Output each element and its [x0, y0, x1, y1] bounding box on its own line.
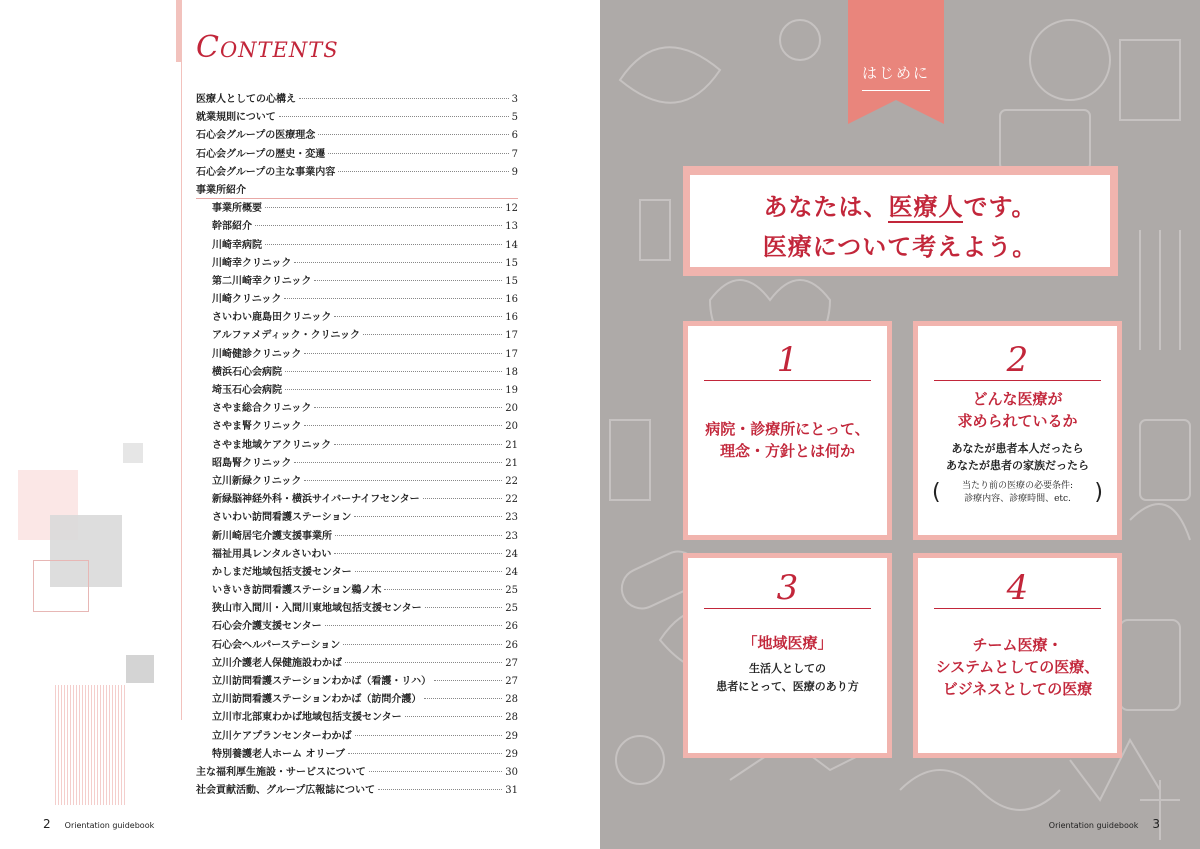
toc-label: 立川介護老人保健施設わかば [212, 657, 342, 669]
toc-label: 新緑脳神経外科・横浜サイバーナイフセンター [212, 494, 420, 506]
toc-label: 特別養護老人ホーム オリーブ [212, 748, 345, 760]
toc-page-number: 28 [505, 694, 518, 706]
toc-page-number: 26 [505, 621, 518, 633]
toc-row[interactable] [196, 381, 518, 399]
toc-label: 主な福利厚生施設・サービスについて [196, 766, 366, 778]
toc-leader [384, 589, 502, 590]
toc-page-number: 27 [505, 657, 518, 669]
toc-label: 立川市北部東わかば地域包括支援センター [212, 712, 402, 724]
toc-row[interactable] [196, 508, 518, 526]
toc-page-number: 21 [505, 439, 518, 451]
toc-label: 石心会介護支援センター [212, 621, 322, 633]
toc-leader [285, 389, 502, 390]
toc-page-number: 3 [511, 94, 518, 105]
toc-label: 福祉用具レンタルさいわい [212, 548, 332, 560]
toc-page-number: 6 [511, 130, 518, 142]
toc-label: 横浜石心会病院 [212, 366, 282, 378]
toc-label: 社会貢献活動、グループ広報誌について [196, 785, 375, 797]
contents-title: Contents [196, 30, 339, 65]
toc-page-number: 13 [505, 221, 518, 233]
toc-label: 埼玉石心会病院 [212, 385, 282, 396]
ribbon-label: はじめに [861, 64, 930, 82]
toc-label: さやま総合クリニック [212, 403, 312, 415]
toc-page-number: 19 [505, 385, 518, 396]
toc-row[interactable] [196, 163, 518, 181]
toc-label: 就業規則について [196, 112, 276, 124]
toc-leader [343, 644, 502, 645]
toc-label: 石心会グループの主な事業内容 [196, 166, 336, 178]
toc-row[interactable] [196, 345, 518, 363]
card-paren-line-2: 診療内容、診療時間、etc. [964, 494, 1071, 504]
toc-label: 立川訪問看護ステーションわかば（看護・リハ） [212, 676, 432, 687]
toc-label: 川崎幸クリニック [212, 257, 292, 269]
page-number: 3 [1152, 817, 1160, 831]
toc-row[interactable] [196, 90, 518, 108]
toc-leader [338, 171, 508, 172]
toc-leader [265, 244, 502, 245]
toc-page-number: 29 [505, 748, 518, 760]
toc-leader [294, 262, 502, 263]
card-paren-block [918, 476, 1117, 512]
toc-leader [354, 516, 502, 517]
card-4 [918, 558, 1117, 753]
toc-label: 第二川崎幸クリニック [212, 275, 312, 287]
toc-row[interactable] [196, 690, 518, 708]
card-sub-line-1: あなたが患者本人だったら [951, 442, 1084, 455]
toc-row[interactable] [196, 617, 518, 635]
toc-label: さいわい訪問看護ステーション [212, 512, 352, 524]
toc-page-number: 15 [505, 275, 518, 287]
toc-leader [355, 571, 503, 572]
toc-row[interactable] [196, 727, 518, 745]
card-sub-line-2: 患者にとって、医療のあり方 [716, 680, 859, 693]
toc-leader [369, 771, 502, 772]
toc-row[interactable] [196, 763, 518, 781]
toc-row[interactable] [196, 126, 518, 144]
decorative-square [33, 560, 89, 612]
toc-label: 新川崎居宅介護支援事業所 [212, 530, 332, 542]
toc-page-number: 27 [505, 676, 518, 687]
toc-row[interactable] [196, 563, 518, 581]
toc-label: 立川新緑クリニック [212, 475, 302, 487]
right-page [600, 0, 1200, 849]
card-title-line-2: システムとしての医療、 [935, 658, 1100, 676]
headline-pre: あなたは、 [763, 192, 889, 221]
toc-label: 医療人としての心構え [196, 94, 296, 105]
card-2 [918, 326, 1117, 535]
toc-page-number: 22 [505, 475, 518, 487]
card-title-line-1: どんな医療が [972, 390, 1063, 408]
toc-label: 石心会グループの歴史・変遷 [196, 148, 326, 160]
toc-leader [304, 480, 502, 481]
folio-right [1049, 817, 1160, 831]
card-number: 3 [776, 568, 799, 608]
toc-row[interactable] [196, 781, 518, 799]
toc-label: 石心会ヘルパーステーション [212, 639, 341, 651]
toc-page-number: 23 [505, 512, 518, 524]
toc-label: 川崎健診クリニック [212, 348, 302, 360]
toc-page-number: 18 [505, 366, 518, 378]
toc-row[interactable] [196, 708, 518, 726]
toc-row[interactable] [196, 672, 518, 690]
toc-label: さやま地域ケアクリニック [212, 439, 332, 451]
toc-leader [304, 353, 502, 354]
toc-label: 川崎クリニック [212, 294, 282, 306]
toc-leader [355, 735, 503, 736]
toc-leader [405, 716, 503, 717]
decorative-stripes [55, 685, 125, 805]
toc-leader [299, 98, 509, 99]
toc-leader [434, 680, 502, 681]
toc-row[interactable] [196, 745, 518, 763]
toc-label: 昭島腎クリニック [212, 457, 292, 469]
toc-label: 石心会グループの医療理念 [196, 130, 316, 142]
toc-row[interactable] [196, 108, 518, 126]
toc-leader [325, 625, 503, 626]
toc-label: アルファメディック・クリニック [212, 330, 360, 342]
headline-line-1 [690, 187, 1110, 222]
toc-page-number: 20 [505, 421, 518, 433]
guide-title: Orientation guidebook [64, 821, 155, 830]
toc-row[interactable] [196, 454, 518, 472]
toc-page-number: 30 [505, 766, 518, 778]
page-number: 2 [43, 817, 51, 831]
toc-row[interactable] [196, 490, 518, 508]
toc-label: 立川ケアプランセンターわかば [212, 730, 352, 742]
toc-row[interactable] [196, 417, 518, 435]
toc-leader [314, 280, 502, 281]
toc-leader [334, 316, 502, 317]
toc-row[interactable] [196, 581, 518, 599]
toc-page-number: 9 [511, 166, 518, 178]
toc-page-number: 28 [505, 712, 518, 724]
toc-label: いきいき訪問看護ステーション鵜ノ木 [212, 585, 382, 597]
card-number: 4 [1006, 568, 1029, 608]
toc-page-number: 23 [505, 530, 518, 542]
toc-page-number: 12 [505, 203, 518, 215]
toc-row[interactable] [196, 527, 518, 545]
ribbon-underline [862, 90, 930, 91]
toc-page-number: 5 [511, 112, 518, 124]
toc-leader [378, 789, 502, 790]
toc-leader [423, 498, 503, 499]
toc-label: 立川訪問看護ステーションわかば（訪問介護） [212, 694, 422, 706]
toc-leader [284, 298, 502, 299]
toc-leader [348, 753, 502, 754]
card-number: 2 [1006, 340, 1029, 380]
card-title-line-1: チーム医療・ [972, 636, 1063, 654]
toc-row[interactable] [196, 654, 518, 672]
toc-leader [328, 153, 508, 154]
toc-leader [285, 371, 502, 372]
toc-row[interactable] [196, 217, 518, 235]
toc-leader [304, 425, 502, 426]
decorative-square [126, 655, 154, 683]
toc-leader [345, 662, 502, 663]
card-title-line-1: 病院・診療所にとって、 [705, 420, 870, 438]
card-sub-line-2: あなたが患者の家族だったら [946, 459, 1089, 472]
decorative-square [123, 443, 143, 463]
toc-page-number: 31 [505, 785, 518, 797]
toc-page-number: 17 [505, 348, 518, 360]
toc-row[interactable] [196, 636, 518, 654]
paren-open: ( [932, 480, 941, 505]
toc-leader [265, 207, 502, 208]
toc-page-number: 17 [505, 330, 518, 342]
card-rule [704, 380, 871, 381]
toc-row[interactable] [196, 199, 518, 217]
toc-page-number: 25 [505, 585, 518, 597]
card-rule [704, 608, 871, 609]
headline-post: です。 [963, 192, 1037, 221]
card-title-line-3: ビジネスとしての医療 [942, 680, 1093, 698]
toc-section-heading: 事業所紹介 [196, 181, 518, 199]
toc-leader [425, 607, 503, 608]
toc-page-number: 7 [511, 148, 518, 160]
toc-row[interactable] [196, 272, 518, 290]
paren-close: ) [1094, 480, 1103, 505]
toc-leader [318, 134, 508, 135]
card-title-line-1: 「地域医療」 [742, 634, 833, 652]
toc-leader [314, 407, 502, 408]
toc-label: 幹部紹介 [212, 221, 252, 233]
toc-row[interactable] [196, 472, 518, 490]
toc-label: さいわい鹿島田クリニック [212, 312, 332, 324]
accent-line [181, 0, 182, 720]
card-1 [688, 326, 887, 535]
toc-leader [334, 553, 502, 554]
toc-leader [334, 444, 502, 445]
toc-row[interactable] [196, 254, 518, 272]
toc-row[interactable] [196, 363, 518, 381]
toc-page-number: 26 [505, 639, 518, 651]
toc-page-number: 21 [505, 457, 518, 469]
toc-page-number: 29 [505, 730, 518, 742]
toc-page-number: 22 [505, 494, 518, 506]
card-sub-line-1: 生活人としての [749, 662, 826, 675]
toc-leader [255, 225, 502, 226]
toc-row[interactable] [196, 236, 518, 254]
toc-leader [335, 535, 502, 536]
toc-row[interactable] [196, 326, 518, 344]
card-paren-line-1: 当たり前の医療の必要条件: [961, 481, 1074, 491]
folio-left [43, 817, 154, 831]
toc-row[interactable] [196, 145, 518, 163]
card-number: 1 [776, 340, 799, 380]
table-of-contents [196, 90, 518, 799]
toc-label: 川崎幸病院 [212, 239, 262, 251]
headline-line-2: 医療について考えよう。 [762, 232, 1038, 261]
card-rule [934, 380, 1101, 381]
toc-page-number: 24 [505, 548, 518, 560]
headline-emphasis: 医療人 [888, 192, 964, 221]
toc-row[interactable] [196, 436, 518, 454]
toc-page-number: 16 [505, 312, 518, 324]
card-title-line-2: 求められているか [957, 412, 1078, 430]
toc-label: 狭山市入間川・入間川東地域包括支援センター [212, 603, 422, 615]
toc-page-number: 16 [505, 294, 518, 306]
toc-label: かしまだ地域包括支援センター [212, 566, 352, 578]
toc-page-number: 15 [505, 257, 518, 269]
toc-page-number: 14 [505, 239, 518, 251]
toc-row[interactable] [196, 399, 518, 417]
toc-leader [363, 334, 502, 335]
card-title-line-2: 理念・方針とは何か [719, 442, 855, 460]
toc-label: さやま腎クリニック [212, 421, 302, 433]
toc-page-number: 24 [505, 566, 518, 578]
toc-leader [294, 462, 502, 463]
toc-row[interactable] [196, 290, 518, 308]
toc-row[interactable] [196, 545, 518, 563]
card-3 [688, 558, 887, 753]
guide-title: Orientation guidebook [1048, 821, 1139, 830]
toc-page-number: 20 [505, 403, 518, 415]
toc-page-number: 25 [505, 603, 518, 615]
toc-row[interactable] [196, 308, 518, 326]
toc-leader [424, 698, 502, 699]
card-rule [934, 608, 1101, 609]
toc-row[interactable] [196, 599, 518, 617]
toc-leader [279, 116, 509, 117]
toc-label: 事業所概要 [212, 203, 262, 215]
